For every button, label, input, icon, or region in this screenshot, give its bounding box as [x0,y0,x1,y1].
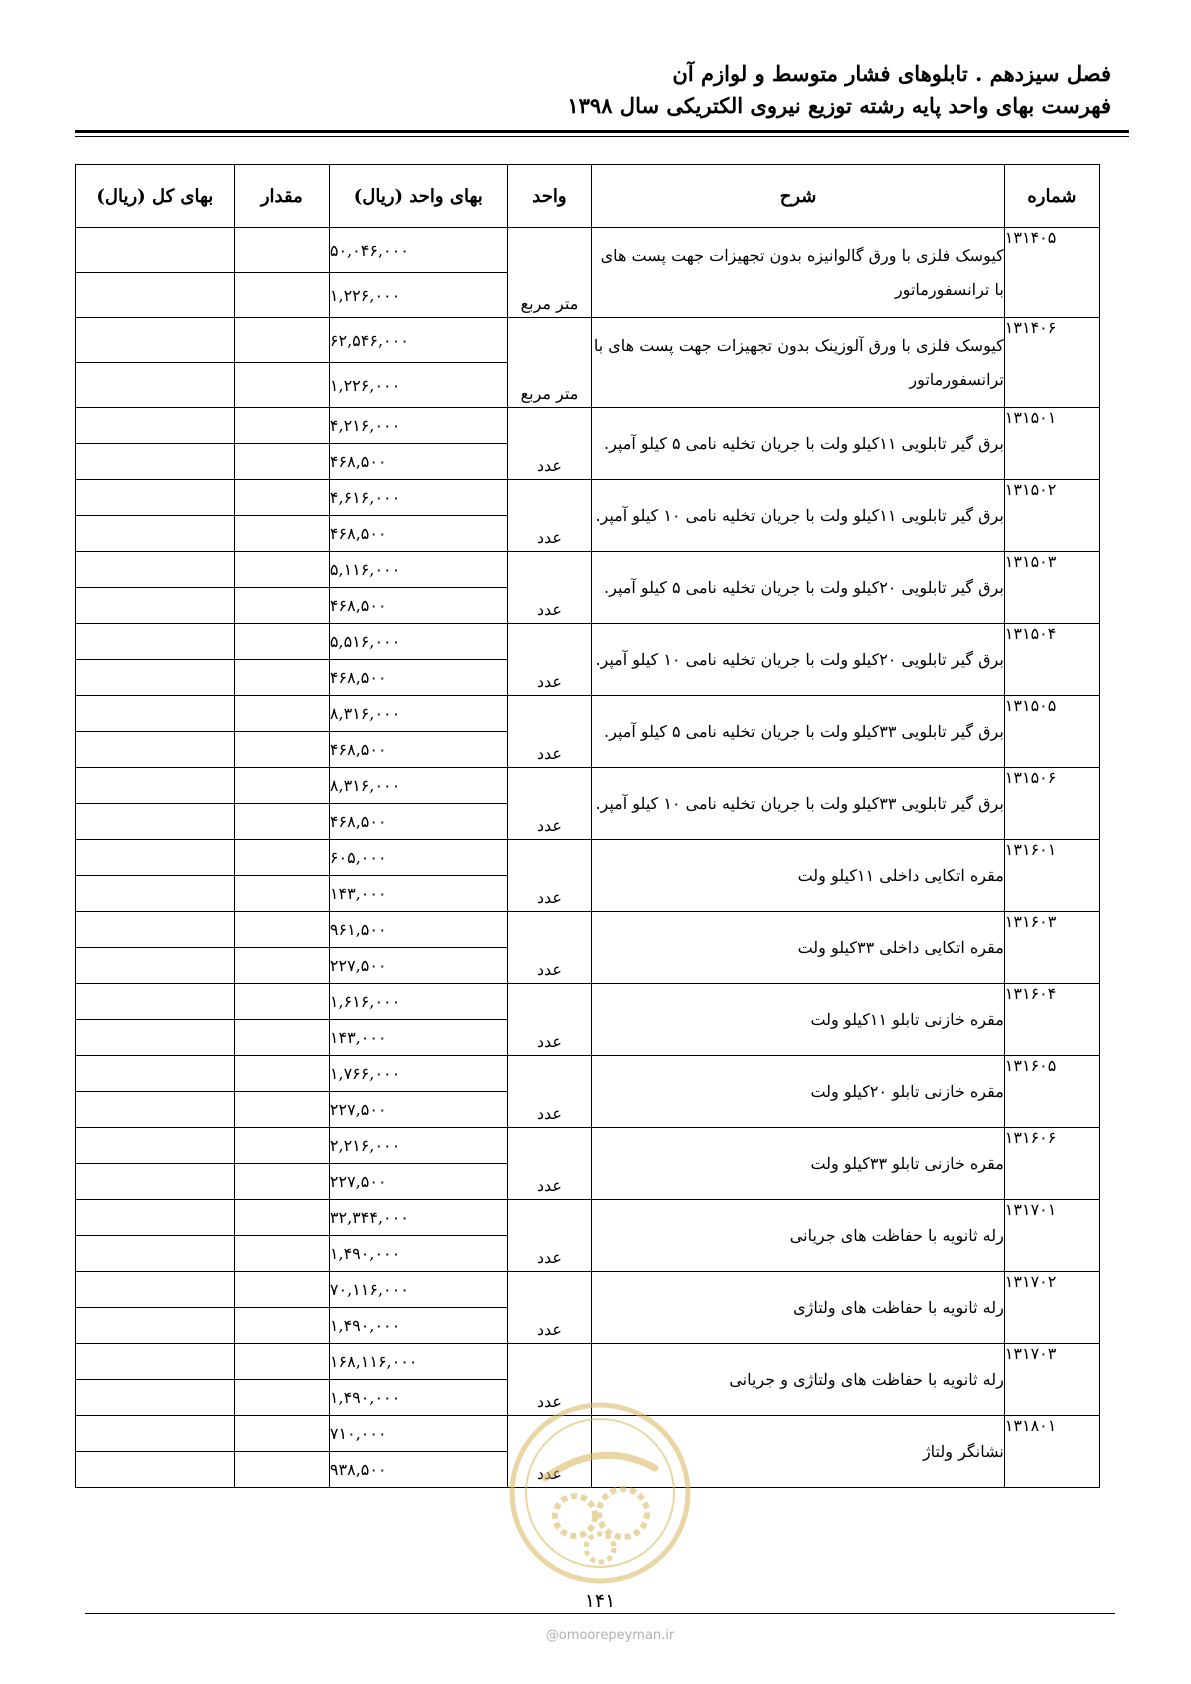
item-quantity-secondary [234,1452,329,1488]
item-unit: عدد [507,984,592,1056]
item-unit-price-secondary: ۴۶۸,۵۰۰ [329,804,507,840]
item-total-secondary [76,948,235,984]
item-unit-price-secondary: ۴۶۸,۵۰۰ [329,444,507,480]
item-quantity-secondary [234,444,329,480]
col-header-unit: واحد [507,165,592,228]
item-unit: عدد [507,1344,592,1416]
item-quantity [234,1056,329,1092]
item-quantity-secondary [234,1092,329,1128]
col-header-unit-price: بهای واحد (ریال) [329,165,507,228]
item-description: رله ثانویه با حفاظت های ولتاژی و جریانی [592,1344,1005,1416]
item-unit-price-secondary: ۱۴۳,۰۰۰ [329,1020,507,1056]
item-unit-price-secondary: ۱,۲۲۶,۰۰۰ [329,363,507,408]
item-total [76,984,235,1020]
item-unit: عدد [507,552,592,624]
item-code: ۱۳۱۵۰۲ [1004,480,1099,552]
item-quantity-secondary [234,1164,329,1200]
item-total-secondary [76,273,235,318]
item-total [76,228,235,273]
item-quantity [234,1272,329,1308]
col-header-total-price: بهای کل (ریال) [76,165,235,228]
item-quantity-secondary [234,876,329,912]
item-quantity-secondary [234,1308,329,1344]
item-unit: عدد [507,624,592,696]
item-total [76,1128,235,1164]
item-unit-price-secondary: ۴۶۸,۵۰۰ [329,732,507,768]
item-unit: عدد [507,480,592,552]
table-header-row [76,165,1100,228]
table-row [76,1344,1100,1380]
table-row [76,480,1100,516]
item-total [76,696,235,732]
item-code: ۱۳۱۵۰۴ [1004,624,1099,696]
item-unit-price-secondary: ۹۳۸,۵۰۰ [329,1452,507,1488]
item-unit-price-secondary: ۱,۴۹۰,۰۰۰ [329,1308,507,1344]
footer-rule [85,1613,1115,1614]
table-row [76,1272,1100,1308]
item-total [76,1200,235,1236]
item-unit: عدد [507,1272,592,1344]
header-rule-thin [75,136,1129,137]
item-description: کیوسک فلزی با ورق گالوانیزه بدون تجهیزات جهت پست های با ترانسفورماتور [592,228,1005,318]
item-quantity-secondary [234,273,329,318]
page-header [567,58,1111,122]
item-description: رله ثانویه با حفاظت های جریانی [592,1200,1005,1272]
item-code: ۱۳۱۵۰۳ [1004,552,1099,624]
item-unit-price-secondary: ۱,۴۹۰,۰۰۰ [329,1236,507,1272]
item-unit-price: ۸,۳۱۶,۰۰۰ [329,696,507,732]
item-unit-price: ۴,۶۱۶,۰۰۰ [329,480,507,516]
item-quantity [234,1200,329,1236]
item-description: برق گیر تابلویی ۳۳کیلو ولت با جریان تخلیه نامی ۵ کیلو آمپر. [592,696,1005,768]
table-row [76,696,1100,732]
chapter-title: فصل سیزدهم . تابلوهای فشار متوسط و لوازم آن [672,61,1111,86]
item-description: برق گیر تابلویی ۲۰کیلو ولت با جریان تخلیه نامی ۵ کیلو آمپر. [592,552,1005,624]
item-quantity [234,984,329,1020]
item-total [76,1272,235,1308]
item-total-secondary [76,1380,235,1416]
item-code: ۱۳۱۶۰۶ [1004,1128,1099,1200]
item-total [76,1056,235,1092]
item-quantity [234,1128,329,1164]
item-total [76,318,235,363]
item-unit-price: ۳۲,۳۴۴,۰۰۰ [329,1200,507,1236]
item-code: ۱۳۱۶۰۱ [1004,840,1099,912]
item-unit-price-secondary: ۱,۴۹۰,۰۰۰ [329,1380,507,1416]
header-rule-thick [75,130,1129,133]
item-unit: عدد [507,1416,592,1488]
item-unit-price-secondary: ۱,۲۲۶,۰۰۰ [329,273,507,318]
item-quantity-secondary [234,948,329,984]
item-quantity-secondary [234,516,329,552]
document-title: فهرست بهای واحد پایه رشته توزیع نیروی الکتریکی سال ۱۳۹۸ [567,93,1111,118]
item-total-secondary [76,1020,235,1056]
item-unit: عدد [507,1128,592,1200]
item-unit: عدد [507,912,592,984]
table-row [76,768,1100,804]
item-unit-price: ۵,۵۱۶,۰۰۰ [329,624,507,660]
item-quantity-secondary [234,1236,329,1272]
item-total [76,840,235,876]
table-row [76,552,1100,588]
item-total [76,1344,235,1380]
item-unit-price: ۱,۷۶۶,۰۰۰ [329,1056,507,1092]
item-unit-price: ۱۶۸,۱۱۶,۰۰۰ [329,1344,507,1380]
table-row [76,228,1100,273]
item-quantity-secondary [234,363,329,408]
table-row [76,1200,1100,1236]
item-unit-price: ۴,۲۱۶,۰۰۰ [329,408,507,444]
item-unit-price-secondary: ۴۶۸,۵۰۰ [329,588,507,624]
item-code: ۱۳۱۴۰۶ [1004,318,1099,408]
item-description: برق گیر تابلویی ۳۳کیلو ولت با جریان تخلیه نامی ۱۰ کیلو آمپر. [592,768,1005,840]
item-total-secondary [76,1092,235,1128]
table-body [76,228,1100,1488]
item-code: ۱۳۱۷۰۳ [1004,1344,1099,1416]
item-unit-price: ۵,۱۱۶,۰۰۰ [329,552,507,588]
item-total-secondary [76,1308,235,1344]
item-unit-price: ۱,۶۱۶,۰۰۰ [329,984,507,1020]
item-quantity [234,1416,329,1452]
item-total [76,624,235,660]
item-total-secondary [76,588,235,624]
item-code: ۱۳۱۷۰۱ [1004,1200,1099,1272]
item-code: ۱۳۱۸۰۱ [1004,1416,1099,1488]
table-row [76,840,1100,876]
item-unit-price-secondary: ۲۲۷,۵۰۰ [329,948,507,984]
item-total-secondary [76,660,235,696]
item-code: ۱۳۱۶۰۴ [1004,984,1099,1056]
item-unit: عدد [507,840,592,912]
item-quantity [234,408,329,444]
item-unit-price: ۵۰,۰۴۶,۰۰۰ [329,228,507,273]
item-description: مقره خازنی تابلو ۲۰کیلو ولت [592,1056,1005,1128]
item-total-secondary [76,876,235,912]
page-number: ۱۴۱ [584,1590,616,1612]
item-unit-price: ۹۶۱,۵۰۰ [329,912,507,948]
item-unit: عدد [507,408,592,480]
item-total [76,480,235,516]
item-unit: متر مربع [507,318,592,408]
item-quantity [234,840,329,876]
item-total-secondary [76,1452,235,1488]
item-description: مقره خازنی تابلو ۱۱کیلو ولت [592,984,1005,1056]
item-quantity [234,552,329,588]
table-row [76,624,1100,660]
item-total [76,768,235,804]
col-header-quantity: مقدار [234,165,329,228]
item-total-secondary [76,732,235,768]
item-unit-price: ۷۱۰,۰۰۰ [329,1416,507,1452]
footer-website: @omoorepeyman.ir [545,1628,675,1643]
item-unit-price-secondary: ۲۲۷,۵۰۰ [329,1092,507,1128]
item-quantity-secondary [234,732,329,768]
item-total-secondary [76,804,235,840]
item-total [76,1416,235,1452]
item-quantity [234,480,329,516]
item-unit-price-secondary: ۴۶۸,۵۰۰ [329,516,507,552]
item-code: ۱۳۱۵۰۶ [1004,768,1099,840]
item-quantity [234,624,329,660]
item-total-secondary [76,1164,235,1200]
item-quantity [234,912,329,948]
item-unit: عدد [507,768,592,840]
item-code: ۱۳۱۵۰۵ [1004,696,1099,768]
item-unit: عدد [507,1200,592,1272]
item-unit-price: ۲,۲۱۶,۰۰۰ [329,1128,507,1164]
item-unit: عدد [507,696,592,768]
table-row [76,984,1100,1020]
item-quantity [234,228,329,273]
item-quantity [234,696,329,732]
item-code: ۱۳۱۷۰۲ [1004,1272,1099,1344]
watermark-seal [505,1398,695,1588]
item-unit-price: ۸,۳۱۶,۰۰۰ [329,768,507,804]
item-description: مقره خازنی تابلو ۳۳کیلو ولت [592,1128,1005,1200]
item-quantity-secondary [234,804,329,840]
col-header-description: شرح [592,165,1005,228]
table-row [76,1128,1100,1164]
item-code: ۱۳۱۴۰۵ [1004,228,1099,318]
item-total-secondary [76,1236,235,1272]
item-unit: عدد [507,1056,592,1128]
item-total [76,552,235,588]
item-description: مقره اتکایی داخلی ۱۱کیلو ولت [592,840,1005,912]
item-quantity-secondary [234,1020,329,1056]
table-row [76,408,1100,444]
item-description: مقره اتکایی داخلی ۳۳کیلو ولت [592,912,1005,984]
item-description: رله ثانویه با حفاظت های ولتاژی [592,1272,1005,1344]
item-unit-price-secondary: ۴۶۸,۵۰۰ [329,660,507,696]
table-row [76,912,1100,948]
item-total-secondary [76,444,235,480]
item-unit-price-secondary: ۲۲۷,۵۰۰ [329,1164,507,1200]
item-unit-price-secondary: ۱۴۳,۰۰۰ [329,876,507,912]
item-total [76,912,235,948]
item-unit-price: ۶۲,۵۴۶,۰۰۰ [329,318,507,363]
item-code: ۱۳۱۵۰۱ [1004,408,1099,480]
item-quantity-secondary [234,660,329,696]
item-unit-price: ۶۰۵,۰۰۰ [329,840,507,876]
item-quantity-secondary [234,1380,329,1416]
item-unit: متر مربع [507,228,592,318]
item-quantity-secondary [234,588,329,624]
item-total-secondary [76,516,235,552]
item-quantity [234,1344,329,1380]
col-header-code: شماره [1004,165,1099,228]
item-description: نشانگر ولتاژ [592,1416,1005,1488]
item-description: کیوسک فلزی با ورق آلوزینک بدون تجهیزات جهت پست های با ترانسفورماتور [592,318,1005,408]
price-table [75,164,1100,1488]
table-row [76,1056,1100,1092]
item-description: برق گیر تابلویی ۲۰کیلو ولت با جریان تخلیه نامی ۱۰ کیلو آمپر. [592,624,1005,696]
item-description: برق گیر تابلویی ۱۱کیلو ولت با جریان تخلیه نامی ۵ کیلو آمپر. [592,408,1005,480]
item-unit-price: ۷۰,۱۱۶,۰۰۰ [329,1272,507,1308]
item-total [76,408,235,444]
table-row [76,318,1100,363]
item-code: ۱۳۱۶۰۳ [1004,912,1099,984]
item-quantity [234,768,329,804]
item-quantity [234,318,329,363]
item-code: ۱۳۱۶۰۵ [1004,1056,1099,1128]
item-description: برق گیر تابلویی ۱۱کیلو ولت با جریان تخلیه نامی ۱۰ کیلو آمپر. [592,480,1005,552]
item-total-secondary [76,363,235,408]
